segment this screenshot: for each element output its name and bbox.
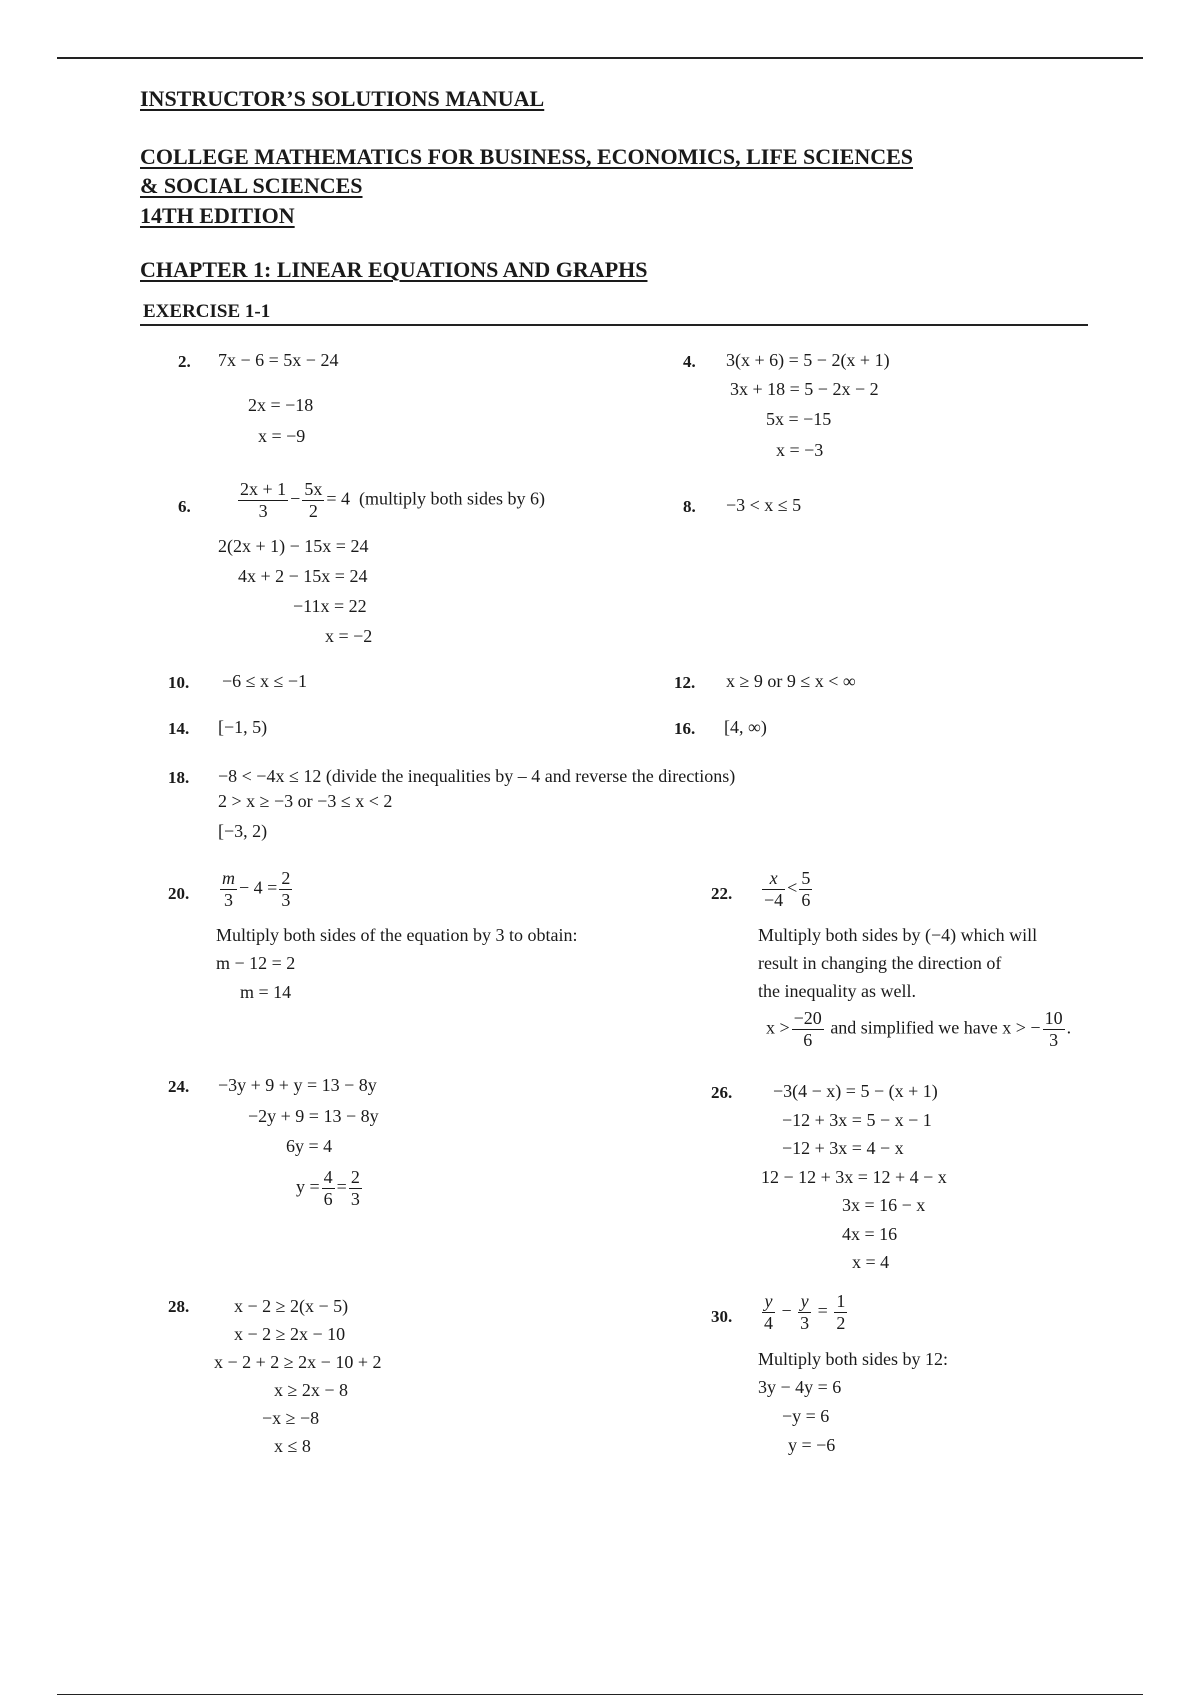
fraction: $\frac{-20}{6}$	[793, 1008, 822, 1050]
problem-20-equation: $\frac{m}{3}$ − 4 = $\frac{2}{3}$	[222, 868, 291, 910]
fraction: $\frac{5}{6}$	[801, 868, 811, 910]
problem-22-number: 22.	[711, 884, 733, 903]
bottom-rule	[57, 1694, 1143, 1695]
problem-26-line: −12 + 3x = 5 − x − 1	[782, 1110, 932, 1130]
problem-28-number: 28.	[168, 1297, 190, 1316]
book-title-line2: & SOCIAL SCIENCES	[140, 173, 363, 198]
problem-12-number: 12.	[674, 673, 696, 692]
problem-26-line: −12 + 3x = 4 − x	[782, 1138, 904, 1158]
fraction: $\frac{1}{2}$	[836, 1291, 846, 1333]
problem-20-number: 20.	[168, 884, 190, 903]
problem-26-number: 26.	[711, 1083, 733, 1102]
problem-30-text: Multiply both sides by 12:	[758, 1349, 949, 1369]
top-rule	[57, 57, 1143, 59]
fraction: $\frac{m}{3}$	[222, 868, 235, 910]
exercise-heading: EXERCISE 1-1	[143, 301, 271, 322]
fraction: $\frac{y}{3}$	[800, 1291, 810, 1333]
problem-26-line: 12 − 12 + 3x = 12 + 4 − x	[761, 1167, 947, 1187]
edition: 14TH EDITION	[140, 203, 295, 228]
problem-24-number: 24.	[168, 1077, 190, 1096]
problem-30-line: 3y − 4y = 6	[758, 1377, 842, 1397]
fraction: $\frac{x}{-4}$	[764, 868, 784, 910]
problem-14-number: 14.	[168, 719, 190, 738]
problem-28-line: −x ≥ −8	[262, 1408, 320, 1428]
problem-4-line: x = −3	[776, 440, 824, 460]
problem-10-line: −6 ≤ x ≤ −1	[222, 671, 308, 691]
problem-26-line: x = 4	[852, 1252, 890, 1272]
problem-28-line: x − 2 ≥ 2(x − 5)	[234, 1296, 349, 1316]
problem-28-line: x ≥ 2x − 8	[274, 1380, 349, 1400]
fraction: $\frac{2x + 1}{3}$	[240, 479, 287, 521]
problem-22-text: result in changing the direction of	[758, 953, 1002, 973]
problem-24-line: −3y + 9 + y = 13 − 8y	[218, 1075, 377, 1095]
problem-24-fraction-line: y = $\frac{4}{6}$ = $\frac{2}{3}$	[296, 1167, 360, 1209]
problem-30-line: −y = 6	[782, 1406, 830, 1426]
problem-28-line: x − 2 + 2 ≥ 2x − 10 + 2	[214, 1352, 382, 1372]
problem-28-line: x − 2 ≥ 2x − 10	[234, 1324, 346, 1344]
problem-4-line: 3(x + 6) = 5 − 2(x + 1)	[726, 350, 890, 370]
manual-title: INSTRUCTOR’S SOLUTIONS MANUAL	[140, 86, 545, 111]
problem-6-line: x = −2	[325, 626, 373, 646]
problem-30-equation: $\frac{y}{4}$ − $\frac{y}{3}$ = $\frac{1}{2}$	[764, 1291, 846, 1333]
problem-26-line: 4x = 16	[842, 1224, 898, 1244]
problem-12-line: x ≥ 9 or 9 ≤ x < ∞	[726, 671, 856, 691]
problem-6-equation: $\frac{2x + 1}{3}$ − $\frac{5x}{2}$ = 4 (multiply both sides by 6)	[240, 479, 545, 521]
problem-8-line: −3 < x ≤ 5	[726, 495, 802, 515]
problem-6-line: 2(2x + 1) − 15x = 24	[218, 536, 369, 556]
problem-20-text: Multiply both sides of the equation by 3 to obtain:	[216, 925, 578, 945]
problem-16-number: 16.	[674, 719, 696, 738]
problem-30-number: 30.	[711, 1307, 733, 1326]
fraction: $\frac{2}{3}$	[281, 868, 291, 910]
problem-2-line: x = −9	[258, 426, 306, 446]
problem-28-line: x ≤ 8	[274, 1436, 311, 1456]
problem-26-line: −3(4 − x) = 5 − (x + 1)	[773, 1081, 938, 1101]
fraction: $\frac{y}{4}$	[764, 1291, 773, 1333]
problem-6-line: 4x + 2 − 15x = 24	[238, 566, 368, 586]
problem-2-line: 2x = −18	[248, 395, 314, 415]
book-title-line1: COLLEGE MATHEMATICS FOR BUSINESS, ECONOMICS, LIFE SCIENCES	[140, 144, 914, 169]
problem-26-line: 3x = 16 − x	[842, 1195, 926, 1215]
fraction: $\frac{4}{6}$	[323, 1167, 333, 1209]
problem-18-number: 18.	[168, 768, 190, 787]
problem-4-line: 3x + 18 = 5 − 2x − 2	[730, 379, 879, 399]
problem-22-text: the inequality as well.	[758, 981, 916, 1001]
problem-14-line: [−1, 5)	[218, 717, 268, 737]
problem-6-line: −11x = 22	[293, 596, 367, 616]
problem-22-result: x > $\frac{-20}{6}$ and simplified we have x > − $\frac{10}{3}$ .	[766, 1008, 1072, 1050]
problem-10-number: 10.	[168, 673, 190, 692]
problem-20-line: m − 12 = 2	[216, 953, 296, 973]
problem-18-line: 2 > x ≥ −3 or −3 ≤ x < 2	[218, 791, 393, 811]
problem-20-line: m = 14	[240, 982, 292, 1002]
problem-2-number: 2.	[178, 352, 191, 371]
problem-4-line: 5x = −15	[766, 409, 832, 429]
problem-6-number: 6.	[178, 497, 191, 516]
problem-30-line: y = −6	[788, 1435, 836, 1455]
problem-4-number: 4.	[683, 352, 696, 371]
problem-22-text: Multiply both sides by (−4) which will	[758, 925, 1038, 945]
fraction: $\frac{2}{3}$	[350, 1167, 360, 1209]
problem-22-equation: $\frac{x}{-4}$ < $\frac{5}{6}$	[764, 868, 811, 910]
problem-6-note: (multiply both sides by 6)	[358, 488, 545, 509]
problem-24-line: −2y + 9 = 13 − 8y	[248, 1106, 379, 1126]
problem-16-line: [4, ∞)	[724, 717, 767, 737]
chapter-title: CHAPTER 1: LINEAR EQUATIONS AND GRAPHS	[140, 257, 648, 282]
problem-8-number: 8.	[683, 497, 696, 516]
fraction: $\frac{10}{3}$	[1044, 1008, 1063, 1050]
exercise-rule	[140, 324, 1088, 326]
fraction: $\frac{5x}{2}$	[304, 479, 323, 521]
problem-2-line: 7x − 6 = 5x − 24	[218, 350, 339, 370]
problem-24-line: 6y = 4	[286, 1136, 333, 1156]
problem-18-line: −8 < −4x ≤ 12 (divide the inequalities by – 4 and reverse the directions)	[218, 766, 736, 786]
problem-18-line: [−3, 2)	[218, 821, 268, 841]
